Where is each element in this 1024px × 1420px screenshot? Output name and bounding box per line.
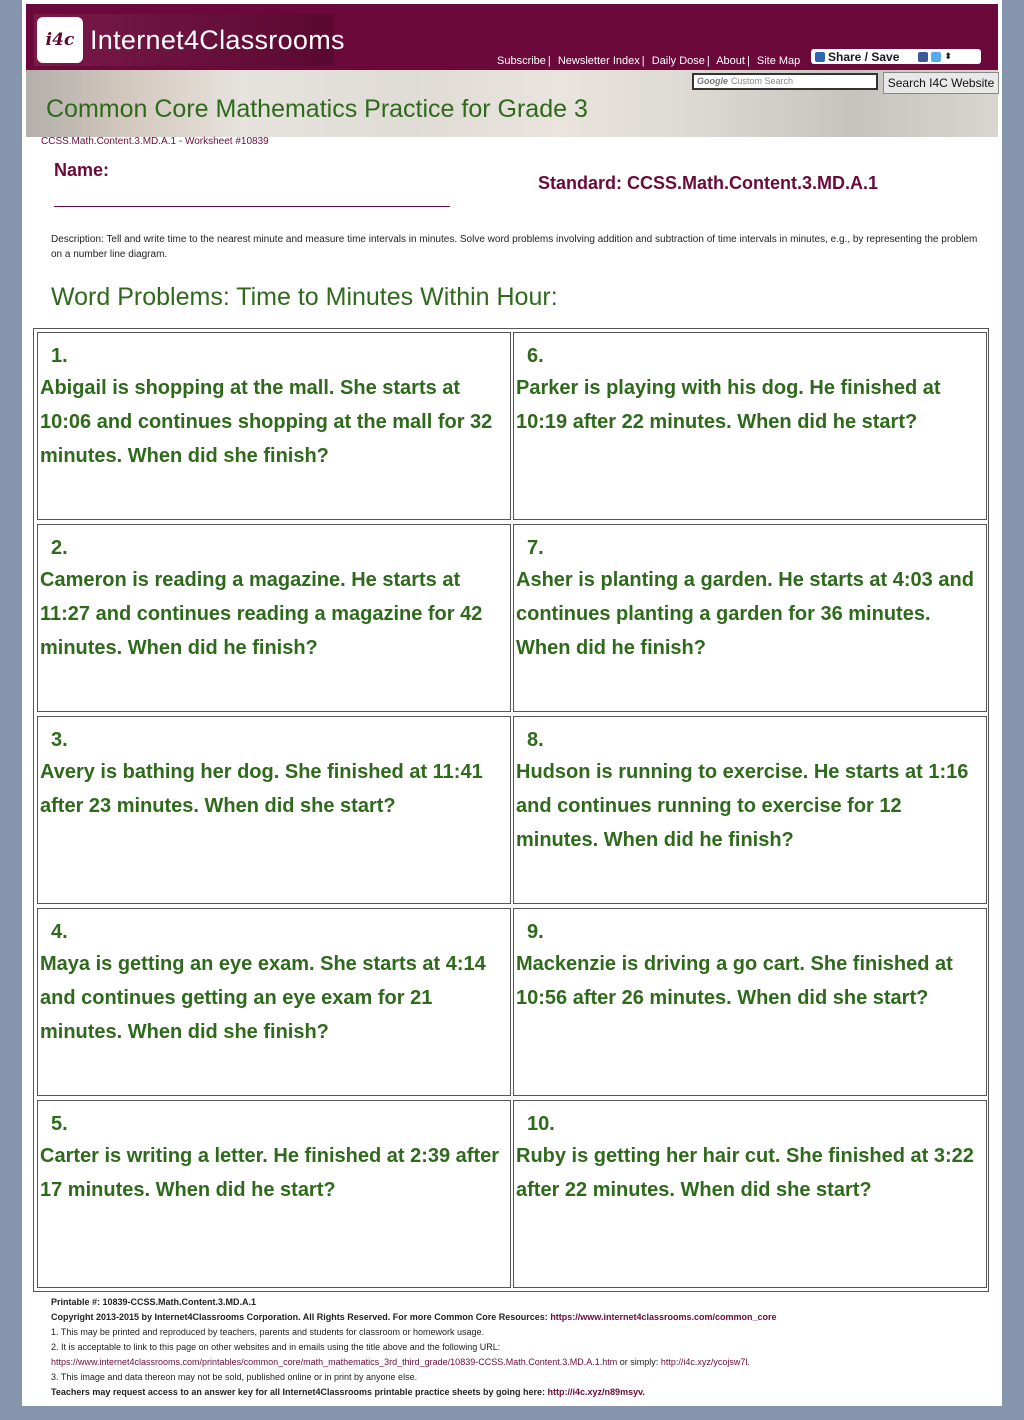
problem-number: 10.: [527, 1113, 555, 1135]
search-button[interactable]: Search I4C Website: [883, 72, 999, 94]
footer: [51, 1295, 991, 1400]
problem-number: 6.: [527, 345, 544, 367]
worksheet-page: [22, 0, 1002, 1406]
page-title: Common Core Mathematics Practice for Grade 3: [46, 95, 588, 123]
search-input[interactable]: [692, 73, 878, 90]
problem-text: Asher is planting a garden. He starts at 4:03 and continues planting a garden for 36 minutes. When did he finish?: [516, 569, 974, 659]
google-brand: Google: [697, 76, 728, 86]
short-url-link[interactable]: http://i4c.xyz/ycojsw7l.: [660, 1357, 750, 1367]
share-save-button[interactable]: [811, 49, 981, 64]
problem-number: 9.: [527, 921, 544, 943]
common-core-link[interactable]: https://www.internet4classrooms.com/common_core: [550, 1312, 777, 1322]
note-3: 3. This image and data thereon may not be sold, published online or in print by anyone else.: [51, 1372, 418, 1382]
note-2: 2. It is acceptable to link to this page on other websites and in emails using the title above and the following URL:: [51, 1342, 501, 1352]
problem-number: 3.: [51, 729, 68, 751]
nav-daily-dose[interactable]: Daily Dose: [651, 55, 705, 67]
problem-cell: [37, 1100, 511, 1288]
problem-text: Carter is writing a letter. He finished at 2:39 after 17 minutes. When did he start?: [40, 1145, 500, 1201]
or-simply-text: or simply:: [619, 1357, 659, 1367]
answer-key-line: [51, 1385, 991, 1400]
problem-cell: [513, 908, 987, 1096]
site-logo[interactable]: [34, 14, 345, 66]
worksheet-id: CCSS.Math.Content.3.MD.A.1 - Worksheet #10839: [41, 136, 269, 147]
nav-newsletter-index[interactable]: Newsletter Index: [557, 55, 640, 67]
logo-text: Internet4Classrooms: [90, 25, 345, 55]
problems-grid: [33, 328, 989, 1292]
problem-number: 2.: [51, 537, 68, 559]
problem-text: Ruby is getting her hair cut. She finished at 3:22 after 22 minutes. When did she start?: [516, 1145, 974, 1201]
problem-cell: [513, 716, 987, 904]
share-label: Share / Save: [828, 49, 900, 64]
section-title: Word Problems: Time to Minutes Within Hour:: [51, 283, 558, 311]
answer-key-link[interactable]: http://i4c.xyz/n89msyv.: [547, 1387, 645, 1397]
problem-cell: [37, 908, 511, 1096]
problem-number: 4.: [51, 921, 68, 943]
plus-icon: [815, 52, 825, 62]
header-banner: [26, 4, 998, 70]
problem-number: 7.: [527, 537, 544, 559]
description: Description: Tell and write time to the nearest minute and measure time intervals in minutes. Solve word problems involving addition and subtraction of time intervals in minutes, e.g., by representing the problem on a number line diagram.: [51, 234, 978, 260]
problem-text: Mackenzie is driving a go cart. She finished at 10:56 after 26 minutes. When did she start?: [516, 953, 953, 1009]
header-photo-strip: [26, 70, 998, 137]
problem-cell: [37, 524, 511, 712]
copyright-text: Copyright 2013-2015 by Internet4Classrooms Corporation. All Rights Reserved. For more Common Core Resources:: [51, 1312, 548, 1322]
problem-text: Maya is getting an eye exam. She starts at 4:14 and continues getting an eye exam for 21 minutes. When did she finish?: [40, 953, 486, 1043]
nav-site-map[interactable]: Site Map: [756, 55, 801, 67]
name-line: [54, 206, 450, 207]
standard-label: Standard: CCSS.Math.Content.3.MD.A.1: [538, 173, 879, 193]
twitter-icon: [931, 52, 941, 62]
i4c-logo-icon: [37, 17, 83, 63]
facebook-icon: [918, 52, 928, 62]
copyright-line: [51, 1310, 991, 1325]
problem-number: 8.: [527, 729, 544, 751]
logo-mark: i4c: [45, 30, 75, 50]
problem-cell: [513, 524, 987, 712]
nav-about[interactable]: About: [716, 55, 745, 67]
problem-number: 5.: [51, 1113, 68, 1135]
problem-text: Hudson is running to exercise. He starts at 1:16 and continues running to exercise for 12 minutes. When did he finish?: [516, 761, 969, 851]
problem-cell: [513, 332, 987, 520]
problem-text: Avery is bathing her dog. She finished at 11:41 after 23 minutes. When did she start?: [40, 761, 483, 817]
share-green-icon: [905, 52, 915, 62]
problem-cell: [37, 332, 511, 520]
worksheet-url-link[interactable]: https://www.internet4classrooms.com/printables/common_core/math_mathematics_3rd_third_grade/10839-CCSS.Math.Content.3.MD.A.1.htm: [51, 1357, 618, 1367]
problem-text: Abigail is shopping at the mall. She starts at 10:06 and continues shopping at the mall for 32 minutes. When did she finish?: [40, 377, 493, 467]
note-1: 1. This may be printed and reproduced by teachers, parents and students for classroom or homework usage.: [51, 1327, 485, 1337]
problem-cell: [513, 1100, 987, 1288]
dropdown-arrows-icon: ⬍: [944, 51, 952, 61]
printable-number: Printable #: 10839-CCSS.Math.Content.3.MD.A.1: [51, 1297, 257, 1307]
search-placeholder: Custom Search: [731, 76, 794, 86]
problem-text: Cameron is reading a magazine. He starts at 11:27 and continues reading a magazine for 42 minutes. When did he finish?: [40, 569, 483, 659]
note-2-urls: [51, 1355, 991, 1370]
top-nav: Subscribe | Newsletter Index | Daily Dose | About | Site Map: [497, 55, 801, 67]
name-label: Name:: [54, 160, 110, 180]
problem-cell: [37, 716, 511, 904]
problem-number: 1.: [51, 345, 68, 367]
nav-subscribe[interactable]: Subscribe: [497, 55, 546, 67]
answer-key-text: Teachers may request access to an answer key for all Internet4Classrooms printable practice sheets by going here:: [51, 1387, 546, 1397]
problem-text: Parker is playing with his dog. He finished at 10:19 after 22 minutes. When did he start?: [516, 377, 941, 433]
